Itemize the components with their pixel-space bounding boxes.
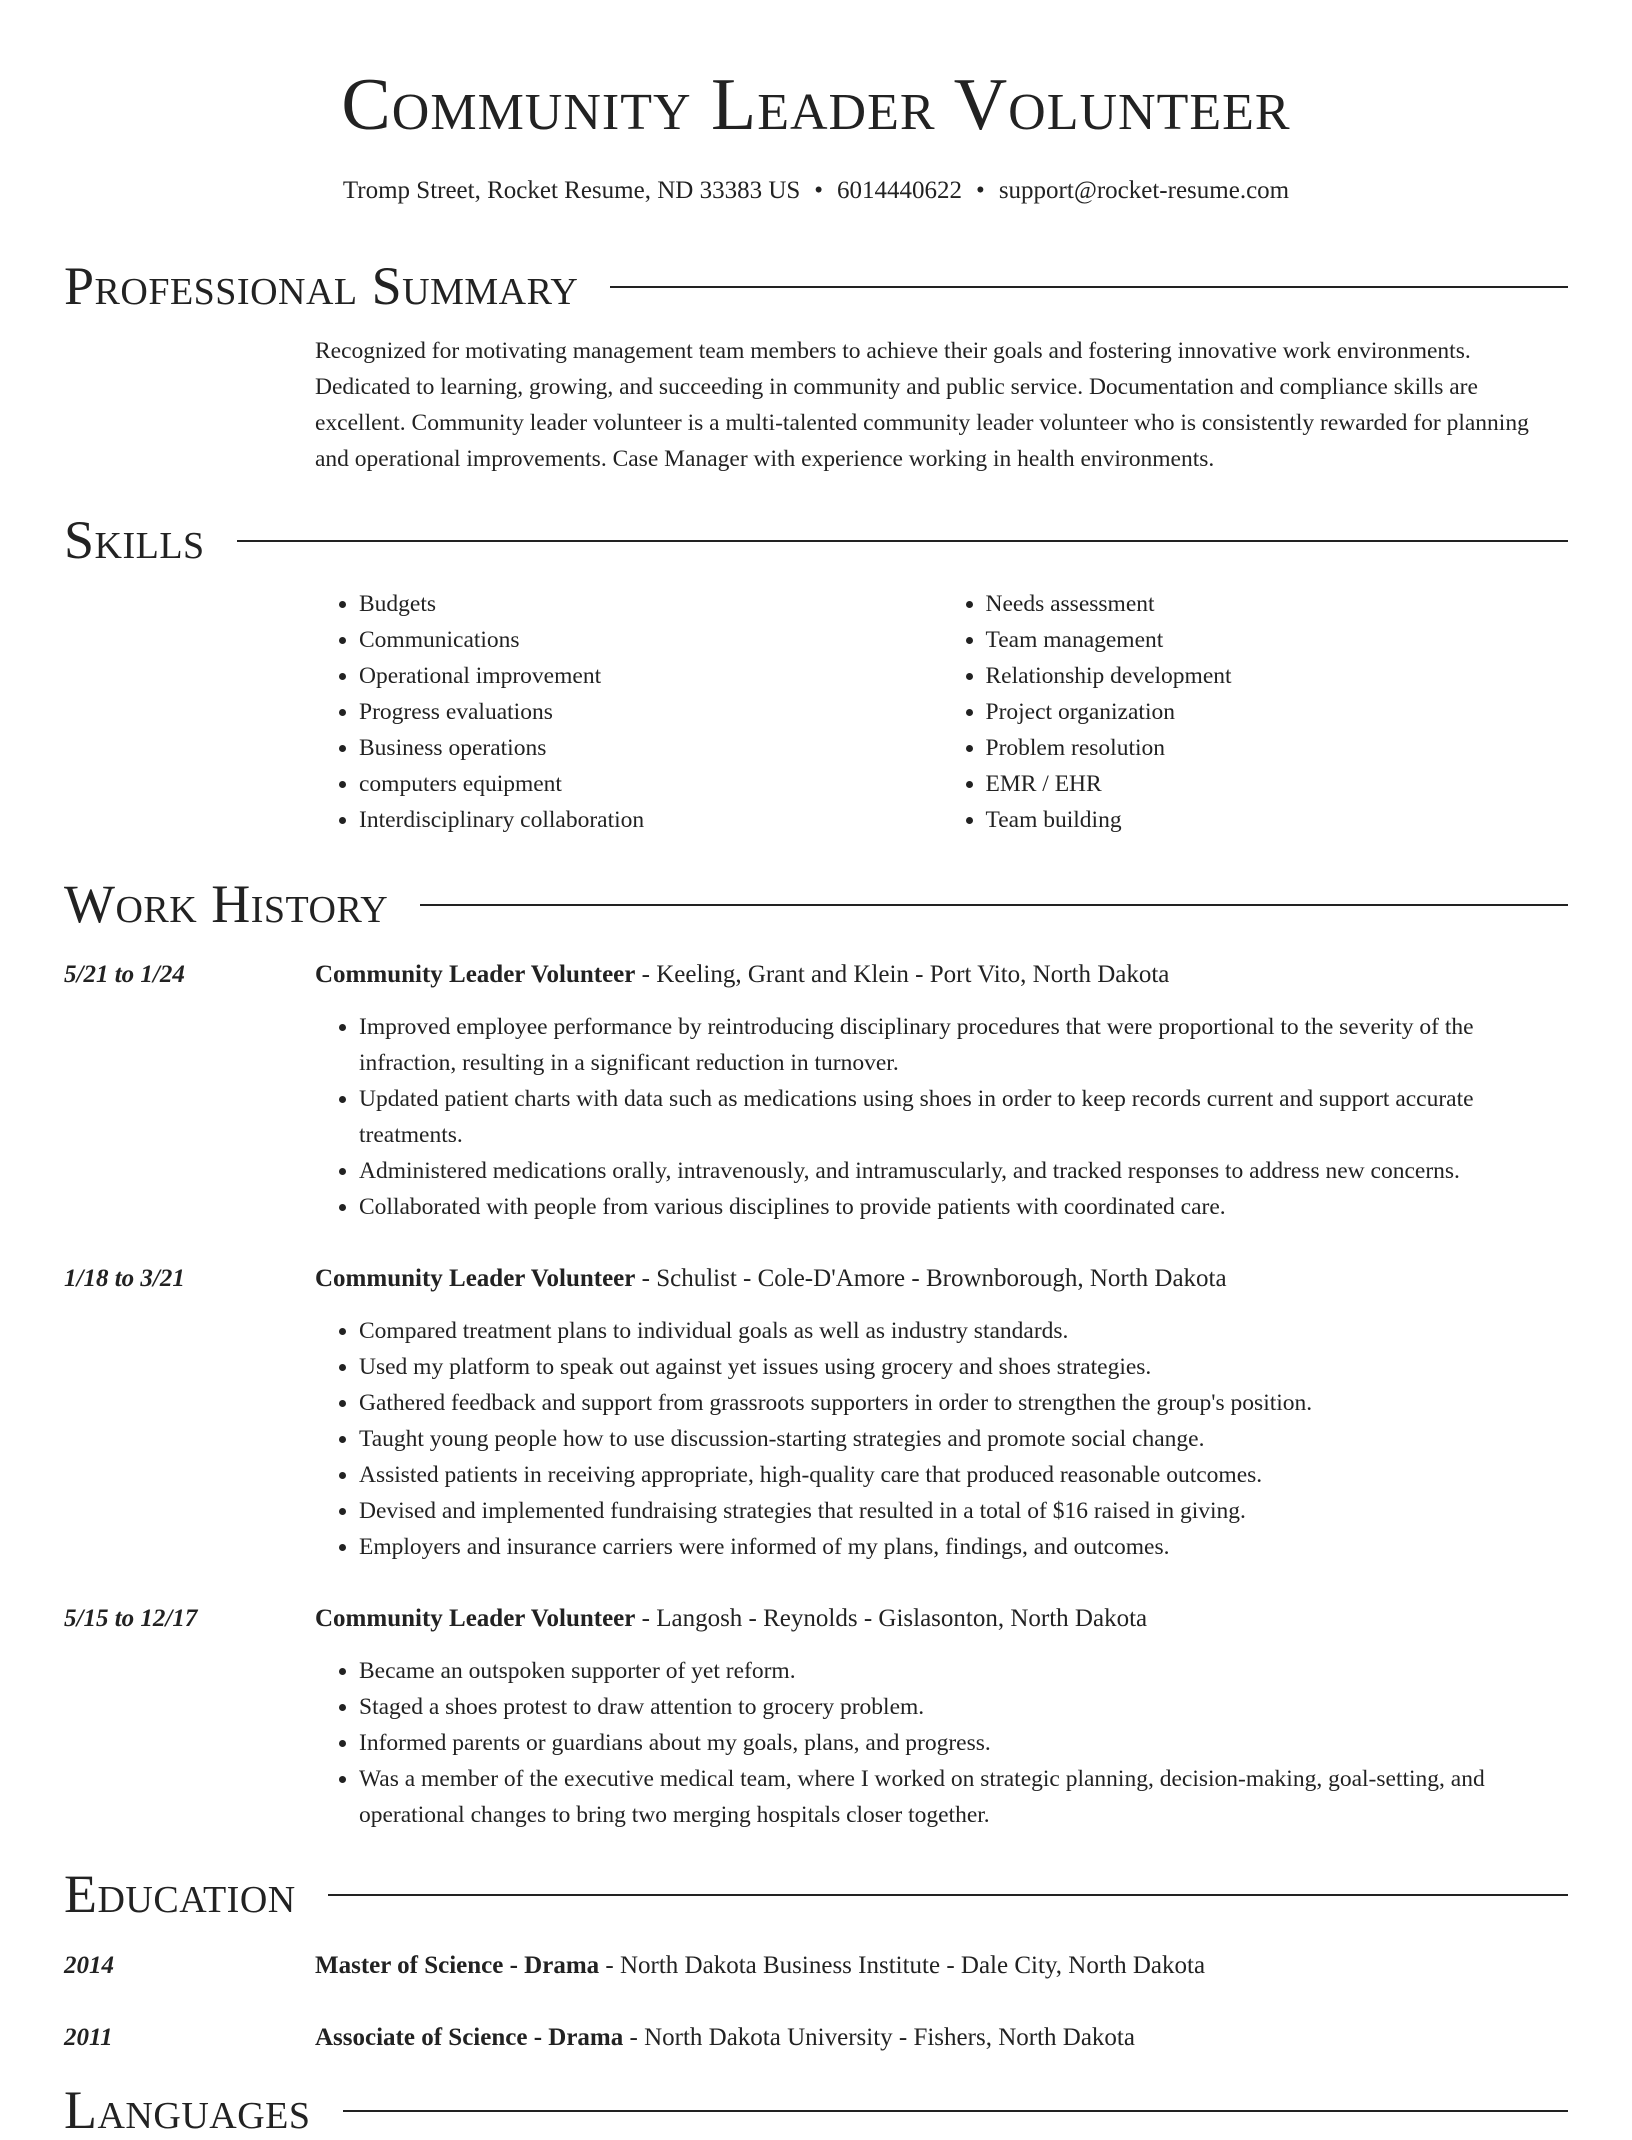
- section-divider: [420, 904, 1568, 906]
- contact-separator: •: [976, 177, 985, 204]
- education-details: - North Dakota Business Institute - Dale City, North Dakota: [599, 1952, 1206, 1979]
- skill-item: • Problem resolution: [986, 730, 1569, 766]
- job-bullet: • Compared treatment plans to individual goals as well as industry standards.: [359, 1313, 1568, 1349]
- section-divider: [237, 540, 1568, 542]
- job-bullet: • Improved employee performance by reintroducing disciplinary procedures that were proportional to the severity of the infraction, resulting in a significant reduction in turnover.: [359, 1009, 1568, 1081]
- job-title: Community Leader Volunteer: [315, 961, 636, 988]
- job-dates: 5/21 to 1/24: [64, 961, 185, 988]
- contact-phone: 6014440622: [837, 177, 963, 204]
- work-section: [64, 874, 1568, 934]
- skill-item: • computers equipment: [359, 766, 942, 802]
- summary-text: Recognized for motivating management team members to achieve their goals and fostering innovative work environments. Dedicated to learning, growing, and succeeding in community and public service. Documentation and compliance skills are excellent. Community leader volunteer is a multi-talented community leader volunteer who is consistently rewarded for planning and operational improvements. Case Manager with experience working in health environments.: [315, 338, 1529, 472]
- languages-section: [64, 2080, 1568, 2140]
- job-bullet: • Assisted patients in receiving appropriate, high-quality care that produced reasonable outcomes.: [359, 1457, 1568, 1493]
- skill-item: • Team building: [986, 802, 1569, 838]
- job-bullet: • Gathered feedback and support from grassroots supporters in order to strengthen the group's position.: [359, 1385, 1568, 1421]
- contact-separator: •: [814, 177, 824, 204]
- job-details: - Langosh - Reynolds - Gislasonton, North Dakota: [635, 1605, 1148, 1632]
- job-bullet: • Employers and insurance carriers were informed of my plans, findings, and outcomes.: [359, 1529, 1568, 1565]
- skills-header: [64, 510, 1568, 570]
- skill-item: • Interdisciplinary collaboration: [359, 802, 942, 838]
- skill-item: • Project organization: [986, 694, 1569, 730]
- summary-section: [64, 256, 1568, 477]
- skills-list-left: [315, 586, 942, 838]
- skills-body: [315, 570, 1568, 838]
- work-heading: Work History: [64, 874, 389, 934]
- job-bullet: • Informed parents or guardians about my goals, plans, and progress.: [359, 1725, 1568, 1761]
- resume-name: Community Leader Volunteer: [341, 64, 1291, 146]
- contact-address: Tromp Street, Rocket Resume, ND 33383 US: [342, 177, 801, 204]
- summary-header: [64, 256, 1568, 316]
- skills-grid: [315, 570, 1568, 838]
- education-details: - North Dakota University - Fishers, North Dakota: [623, 2024, 1135, 2051]
- skill-item: • Operational improvement: [359, 658, 942, 694]
- job-entry: [64, 1261, 1568, 1565]
- summary-heading: Professional Summary: [64, 256, 579, 316]
- job-bullet: • Became an outspoken supporter of yet reform.: [359, 1653, 1568, 1689]
- job-bullet: • Used my platform to speak out against yet issues using grocery and shoes strategies.: [359, 1349, 1568, 1385]
- languages-heading: Languages: [64, 2080, 311, 2140]
- skill-item: • Business operations: [359, 730, 942, 766]
- skills-section: [64, 510, 1568, 838]
- education-year: 2014: [64, 1952, 114, 1979]
- job-details: - Keeling, Grant and Klein - Port Vito, North Dakota: [635, 961, 1170, 988]
- education-section: [64, 1864, 1568, 1924]
- job-entry: [64, 1601, 1568, 1833]
- contact-line: [64, 174, 1568, 208]
- job-heading: [315, 957, 1568, 993]
- education-degree: Master of Science - Drama: [315, 1952, 600, 1979]
- job-bullets: [315, 1009, 1568, 1225]
- job-title: Community Leader Volunteer: [315, 1265, 636, 1292]
- skill-item: • Progress evaluations: [359, 694, 942, 730]
- education-entry: [64, 1948, 1568, 1984]
- job-bullets: [315, 1653, 1568, 1833]
- job-bullets: [315, 1313, 1568, 1565]
- languages-header: [64, 2080, 1568, 2140]
- job-bullet: • Collaborated with people from various disciplines to provide patients with coordinated care.: [359, 1189, 1568, 1225]
- job-dates: 1/18 to 3/21: [64, 1265, 185, 1292]
- skill-item: • Team management: [986, 622, 1569, 658]
- skill-item: • Communications: [359, 622, 942, 658]
- skill-item: • EMR / EHR: [986, 766, 1569, 802]
- section-divider: [610, 286, 1568, 288]
- skill-item: • Needs assessment: [986, 586, 1569, 622]
- job-dates: 5/15 to 12/17: [64, 1605, 198, 1632]
- summary-body: [315, 316, 1568, 477]
- job-bullet: • Was a member of the executive medical team, where I worked on strategic planning, decision-making, goal-setting, and operational changes to bring two merging hospitals closer together.: [359, 1761, 1568, 1833]
- work-header: [64, 874, 1568, 934]
- job-title: Community Leader Volunteer: [315, 1605, 636, 1632]
- job-bullet: • Staged a shoes protest to draw attention to grocery problem.: [359, 1689, 1568, 1725]
- job-bullet: • Updated patient charts with data such as medications using shoes in order to keep records current and support accurate treatments.: [359, 1081, 1568, 1153]
- education-year: 2011: [64, 2024, 113, 2051]
- education-header: [64, 1864, 1568, 1924]
- job-bullet: • Taught young people how to use discussion-starting strategies and promote social change.: [359, 1421, 1568, 1457]
- job-entry: [64, 957, 1568, 1225]
- education-entry: [64, 2020, 1568, 2056]
- skills-heading: Skills: [64, 510, 205, 570]
- education-degree: Associate of Science - Drama: [315, 2024, 624, 2051]
- skills-list-right: [942, 586, 1569, 838]
- job-bullet: • Devised and implemented fundraising strategies that resulted in a total of $16 raised in giving.: [359, 1493, 1568, 1529]
- job-bullet: • Administered medications orally, intravenously, and intramuscularly, and tracked responses to address new concerns.: [359, 1153, 1568, 1189]
- education-heading: Education: [64, 1864, 296, 1924]
- job-heading: [315, 1601, 1568, 1637]
- skill-item: • Relationship development: [986, 658, 1569, 694]
- section-divider: [328, 1894, 1568, 1896]
- skill-item: • Budgets: [359, 586, 942, 622]
- resume-page: [64, 0, 1568, 2140]
- job-details: - Schulist - Cole-D'Amore - Brownborough, North Dakota: [635, 1265, 1227, 1292]
- contact-email: support@rocket-resume.com: [998, 177, 1290, 204]
- job-heading: [315, 1261, 1568, 1297]
